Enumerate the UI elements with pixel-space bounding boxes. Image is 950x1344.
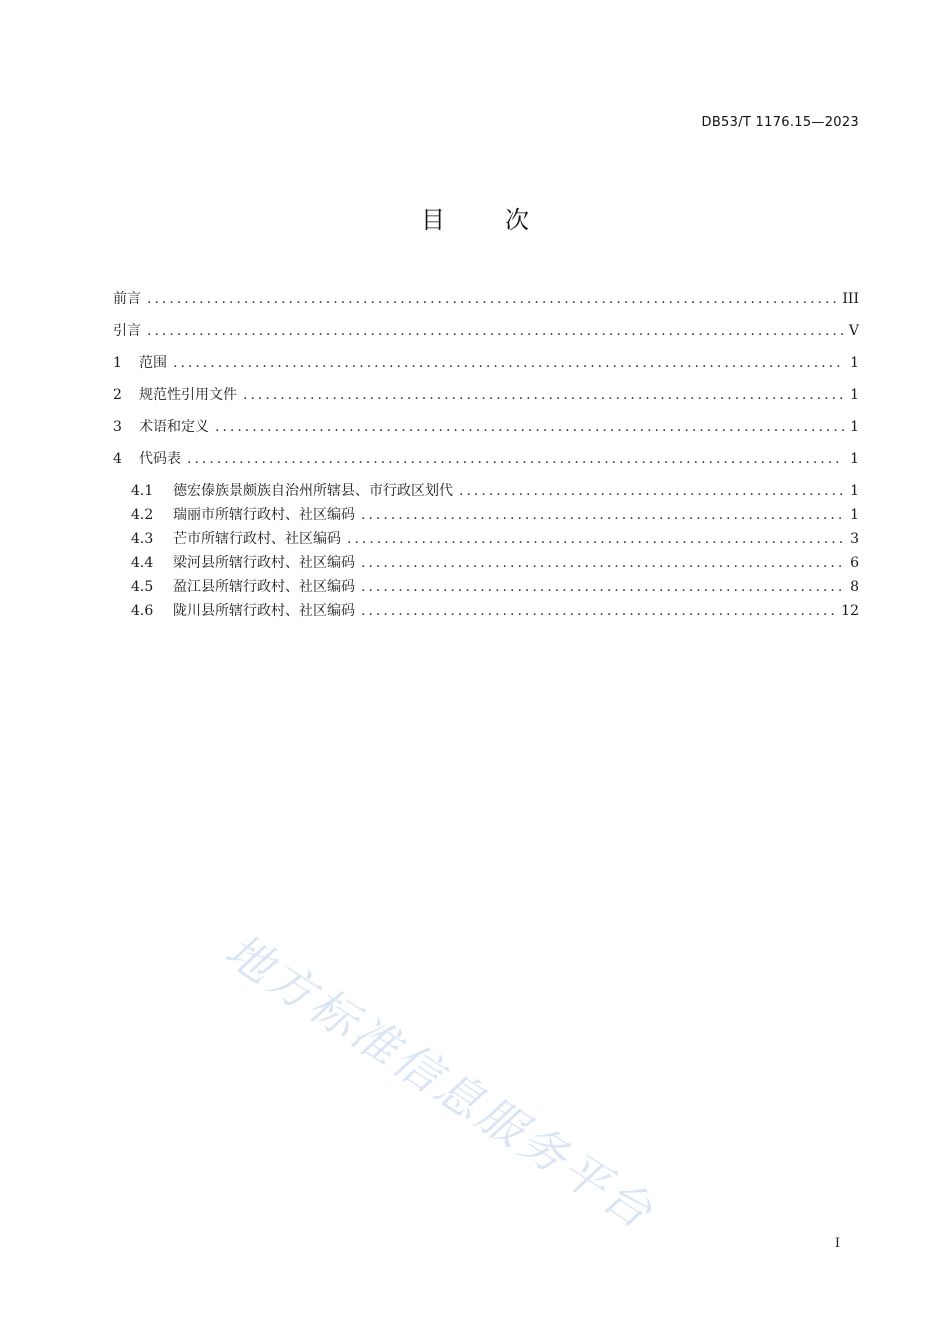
toc-entry-label: 陇川县所辖行政村、社区编码 xyxy=(173,603,355,619)
toc-entry[interactable] xyxy=(113,287,859,319)
toc-entry-label: 引言 xyxy=(113,323,141,339)
toc-entry-page: 1 xyxy=(850,483,859,499)
toc-entry-label: 德宏傣族景颇族自治州所辖县、市行政区划代 xyxy=(173,483,453,499)
toc-entry-label: 代码表 xyxy=(139,451,181,467)
toc-entry-label: 盈江县所辖行政村、社区编码 xyxy=(173,579,355,595)
toc-entry-label: 瑞丽市所辖行政村、社区编码 xyxy=(173,507,355,523)
toc-entry-page: 3 xyxy=(850,531,859,547)
toc-entry-number: 3 xyxy=(113,419,122,435)
toc-leader-dots xyxy=(459,479,844,503)
toc-subentry[interactable] xyxy=(113,575,859,599)
toc-entry-number: 4.5 xyxy=(131,579,154,595)
toc-entry-label: 芒市所辖行政村、社区编码 xyxy=(173,531,341,547)
toc-entry-number: 4.1 xyxy=(131,483,154,499)
toc-entry-label: 前言 xyxy=(113,291,141,307)
toc-leader-dots xyxy=(361,599,835,623)
toc-entry-label: 梁河县所辖行政村、社区编码 xyxy=(173,555,355,571)
page-title: 目次 xyxy=(421,206,589,234)
toc-leader-dots xyxy=(147,319,843,343)
toc-entry-page: 6 xyxy=(850,555,859,571)
toc-entry-number: 4.6 xyxy=(131,603,154,619)
toc-leader-dots xyxy=(347,527,844,551)
toc-leader-dots xyxy=(243,383,844,407)
toc-entry-number: 4.4 xyxy=(131,555,154,571)
toc-entry-page: 1 xyxy=(850,387,859,403)
toc-subentry[interactable] xyxy=(113,479,859,503)
toc-entry-label: 规范性引用文件 xyxy=(139,387,237,403)
toc-entry-page: V xyxy=(848,323,859,339)
toc-subentry[interactable] xyxy=(113,551,859,575)
toc-entry-number: 4.2 xyxy=(131,507,154,523)
toc-entry[interactable] xyxy=(113,383,859,415)
toc-leader-dots xyxy=(187,447,844,471)
toc-leader-dots xyxy=(361,551,844,575)
toc-leader-dots xyxy=(147,287,836,311)
toc-leader-dots xyxy=(361,575,844,599)
toc-entry-page: 12 xyxy=(841,603,859,619)
toc-entry-number: 4.3 xyxy=(131,531,154,547)
toc-entry[interactable] xyxy=(113,415,859,447)
toc-entry-page: 8 xyxy=(850,579,859,595)
toc-entry-number: 4 xyxy=(113,451,122,467)
document-code: DB53/T 1176.15—2023 xyxy=(701,115,859,130)
toc-entry-number: 1 xyxy=(113,355,122,371)
toc-entry-page: III xyxy=(842,291,859,307)
toc-entry-page: 1 xyxy=(850,507,859,523)
toc-entry-page: 1 xyxy=(850,451,859,467)
toc-leader-dots xyxy=(361,503,844,527)
toc-entry[interactable] xyxy=(113,319,859,351)
toc-entry-label: 术语和定义 xyxy=(139,419,209,435)
toc-leader-dots xyxy=(173,351,844,375)
toc-entry[interactable] xyxy=(113,447,859,479)
watermark: 地方标准信息服务平台 xyxy=(215,922,665,1241)
toc-subentry[interactable] xyxy=(113,503,859,527)
toc-entry-page: 1 xyxy=(850,355,859,371)
toc-entry-number: 2 xyxy=(113,387,122,403)
toc-subentry[interactable] xyxy=(113,527,859,551)
toc-entry-label: 范围 xyxy=(139,355,167,371)
toc-leader-dots xyxy=(215,415,844,439)
page-number: I xyxy=(834,1236,840,1251)
toc-subentry[interactable] xyxy=(113,599,859,623)
toc-entry-page: 1 xyxy=(850,419,859,435)
table-of-contents xyxy=(113,287,859,623)
toc-entry[interactable] xyxy=(113,351,859,383)
